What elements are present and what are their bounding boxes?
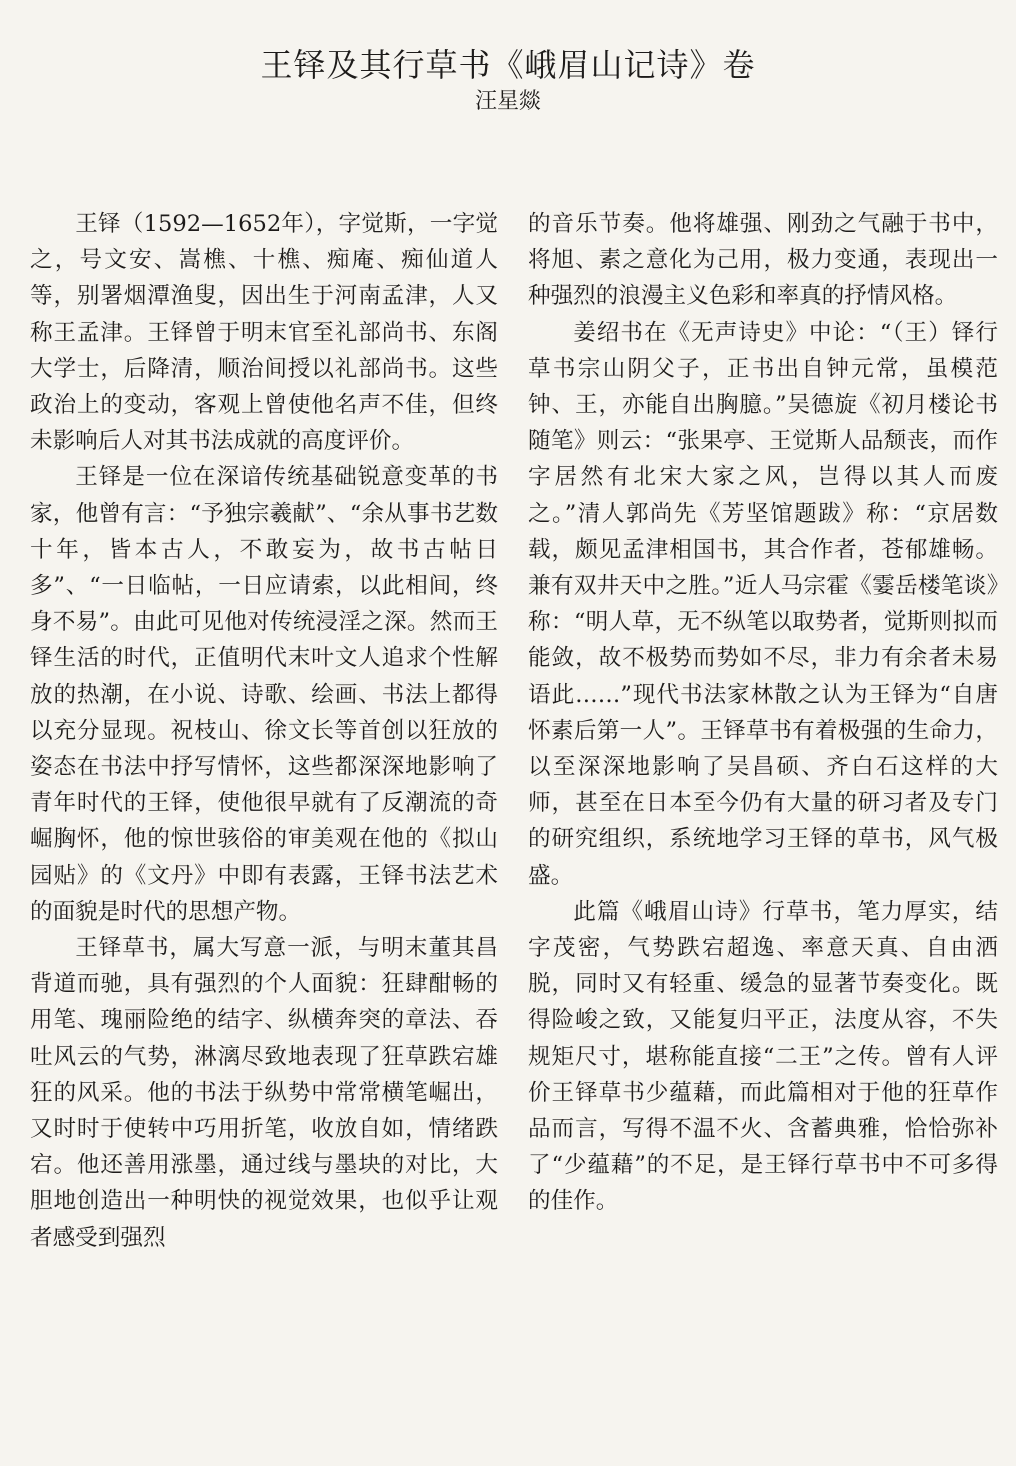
paragraph-cursive-style: 王铎草书，属大写意一派，与明末董其昌背道而驰，具有强烈的个人面貌：狂肆酣畅的用笔、瑰丽险绝的结字、纵横奔突的章法、吞吐风云的气势，淋漓尽致地表现了狂草跌宕雄狂的风采。他的书法于纵势中常常横笔崛出，又时时于使转中巧用折笔，收放自如，情绪跌宕。他还善用涨墨，通过线与墨块的对比，大胆地创造出一种明快的视觉效果，也似乎让观者感受到强烈 bbox=[30, 935, 498, 1251]
paragraph-critiques: 姜绍书在《无声诗史》中论：“（王）铎行草书宗山阴父子，正书出自钟元常，虽模范钟、王，亦能自出胸臆。”吴德旋《初月楼论书随笔》则云：“张果亭、王觉斯人品颓丧，而作字居然有北宋大家之风，岂得以其人而废之。”清人郭尚先《芳坚馆题跋》称：“京居数载，颇见孟津相国书，其合作者，苍郁雄畅。兼有双井天中之胜。”近人马宗霍《霎岳楼笔谈》称：“明人草，无不纵笔以取势者，觉斯则拟而能敛，故不极势而势如不尽，非力有余者未易语此……”现代书法家林散之认为王铎为“自唐怀素后第一人”。王铎草书有着极强的生命力，以至深深地影响了吴昌硕、齐白石这样的大师，甚至在日本至今仍有大量的研习者及专门的研究组织，系统地学习王铎的草书，风气极盛。 bbox=[528, 319, 998, 889]
left-column bbox=[30, 206, 498, 1256]
paragraph-emei-poem: 此篇《峨眉山诗》行草书，笔力厚实，结字茂密，气势跌宕超逸、率意天真、自由洒脱，同时又有轻重、缓急的显著节奏变化。既得险峻之致，又能复归平正，法度从容，不失规矩尺寸，堪称能直接“二王”之传。曾有人评价王铎草书少蕴藉，而此篇相对于他的狂草作品而言，写得不温不火、含蓄典雅，恰恰弥补了“少蕴藉”的不足，是王铎行草书中不可多得的佳作。 bbox=[528, 898, 998, 1215]
paragraph-continuation: 的音乐节奏。他将雄强、刚劲之气融于书中，将旭、素之意化为己用，极力变通，表现出一种强烈的浪漫主义色彩和率真的抒情风格。 bbox=[528, 211, 998, 310]
paragraph-biography: 王铎（1592—1652年），字觉斯，一字觉之，号文安、嵩樵、十樵、痴庵、痴仙道人等，别署烟潭渔叟，因出生于河南孟津，人又称王孟津。王铎曾于明末官至礼部尚书、东阁大学士，后降清，顺治间授以礼部尚书。这些政治上的变动，客观上曾使他名声不佳，但终未影响后人对其书法成就的高度评价。 bbox=[30, 211, 498, 455]
article-author: 汪星燚 bbox=[474, 89, 541, 114]
right-column bbox=[528, 206, 998, 1220]
article-title: 王铎及其行草书《峨眉山记诗》卷 bbox=[260, 46, 756, 85]
paragraph-tradition: 王铎是一位在深谙传统基础锐意变革的书家，他曾有言：“予独宗羲献”、“余从事书艺数十年，皆本古人，不敢妄为，故书古帖日多”、“一日临帖，一日应请索，以此相间，终身不易”。由此可见他对传统浸淫之深。然而王铎生活的时代，正值明代末叶文人追求个性解放的热潮，在小说、诗歌、绘画、书法上都得以充分显现。祝枝山、徐文长等首创以狂放的姿态在书法中抒写情怀，这些都深深地影响了青年时代的王铎，使他很早就有了反潮流的奇崛胸怀，他的惊世骇俗的审美观在他的《拟山园贴》的《文丹》中即有表露，王铎书法艺术的面貌是时代的思想产物。 bbox=[30, 464, 498, 925]
